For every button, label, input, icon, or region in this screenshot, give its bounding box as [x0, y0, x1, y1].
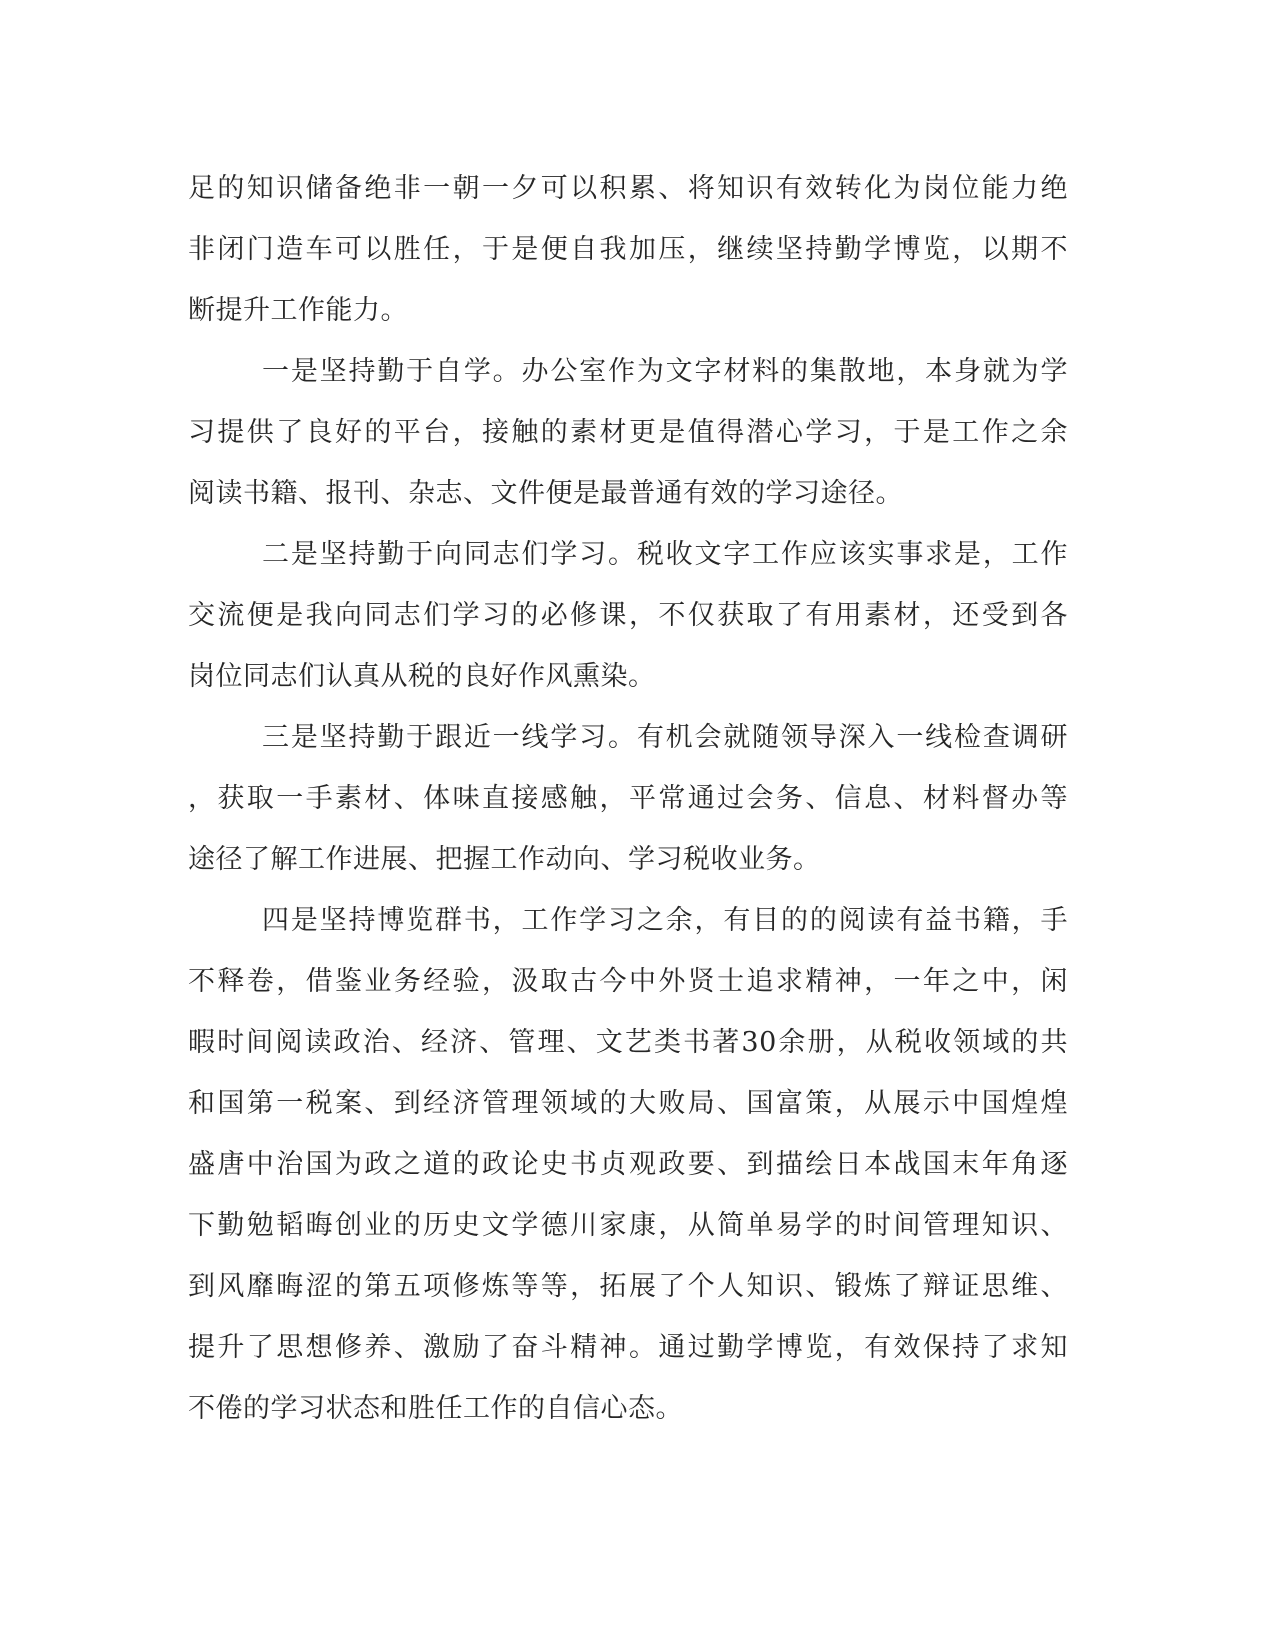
- text-line: 习提供了良好的平台，接触的素材更是值得潜心学习，于是工作之余: [188, 417, 1068, 448]
- paragraph-first-line: 一是坚持勤于自学。办公室作为文字材料的集散地，本身就为学: [262, 356, 1068, 387]
- text-line: ，获取一手素材、体味直接感触，平常通过会务、信息、材料督办等: [188, 783, 1068, 814]
- paragraph-first-line: 四是坚持博览群书，工作学习之余，有目的的阅读有益书籍，手: [262, 905, 1068, 936]
- text-line: 足的知识储备绝非一朝一夕可以积累、将知识有效转化为岗位能力绝: [188, 173, 1068, 204]
- text-line: 下勤勉韬晦创业的历史文学德川家康，从简单易学的时间管理知识、: [188, 1210, 1068, 1241]
- text-line: 岗位同志们认真从税的良好作风熏染。: [188, 661, 656, 692]
- text-line: 交流便是我向同志们学习的必修课，不仅获取了有用素材，还受到各: [188, 600, 1068, 631]
- text-line: 和国第一税案、到经济管理领域的大败局、国富策，从展示中国煌煌: [188, 1088, 1068, 1119]
- text-line: 提升了思想修养、激励了奋斗精神。通过勤学博览，有效保持了求知: [188, 1332, 1068, 1363]
- text-line: 不倦的学习状态和胜任工作的自信心态。: [188, 1393, 683, 1424]
- text-line: 到风靡晦涩的第五项修炼等等，拓展了个人知识、锻炼了辩证思维、: [188, 1271, 1068, 1302]
- text-line: 非闭门造车可以胜任，于是便自我加压，继续坚持勤学博览，以期不: [188, 234, 1068, 265]
- paragraph-first-line: 三是坚持勤于跟近一线学习。有机会就随领导深入一线检查调研: [262, 722, 1068, 753]
- text-line: 途径了解工作进展、把握工作动向、学习税收业务。: [188, 844, 821, 875]
- text-line: 不释卷，借鉴业务经验，汲取古今中外贤士追求精神，一年之中，闲: [188, 966, 1068, 997]
- text-line: 暇时间阅读政治、经济、管理、文艺类书著30余册，从税收领域的共: [188, 1027, 1068, 1058]
- document-body: [188, 158, 1068, 1439]
- text-line: 断提升工作能力。: [188, 295, 408, 326]
- text-line: 盛唐中治国为政之道的政论史书贞观政要、到描绘日本战国末年角逐: [188, 1149, 1068, 1180]
- paragraph-first-line: 二是坚持勤于向同志们学习。税收文字工作应该实事求是，工作: [262, 539, 1068, 570]
- text-line: 阅读书籍、报刊、杂志、文件便是最普通有效的学习途径。: [188, 478, 903, 509]
